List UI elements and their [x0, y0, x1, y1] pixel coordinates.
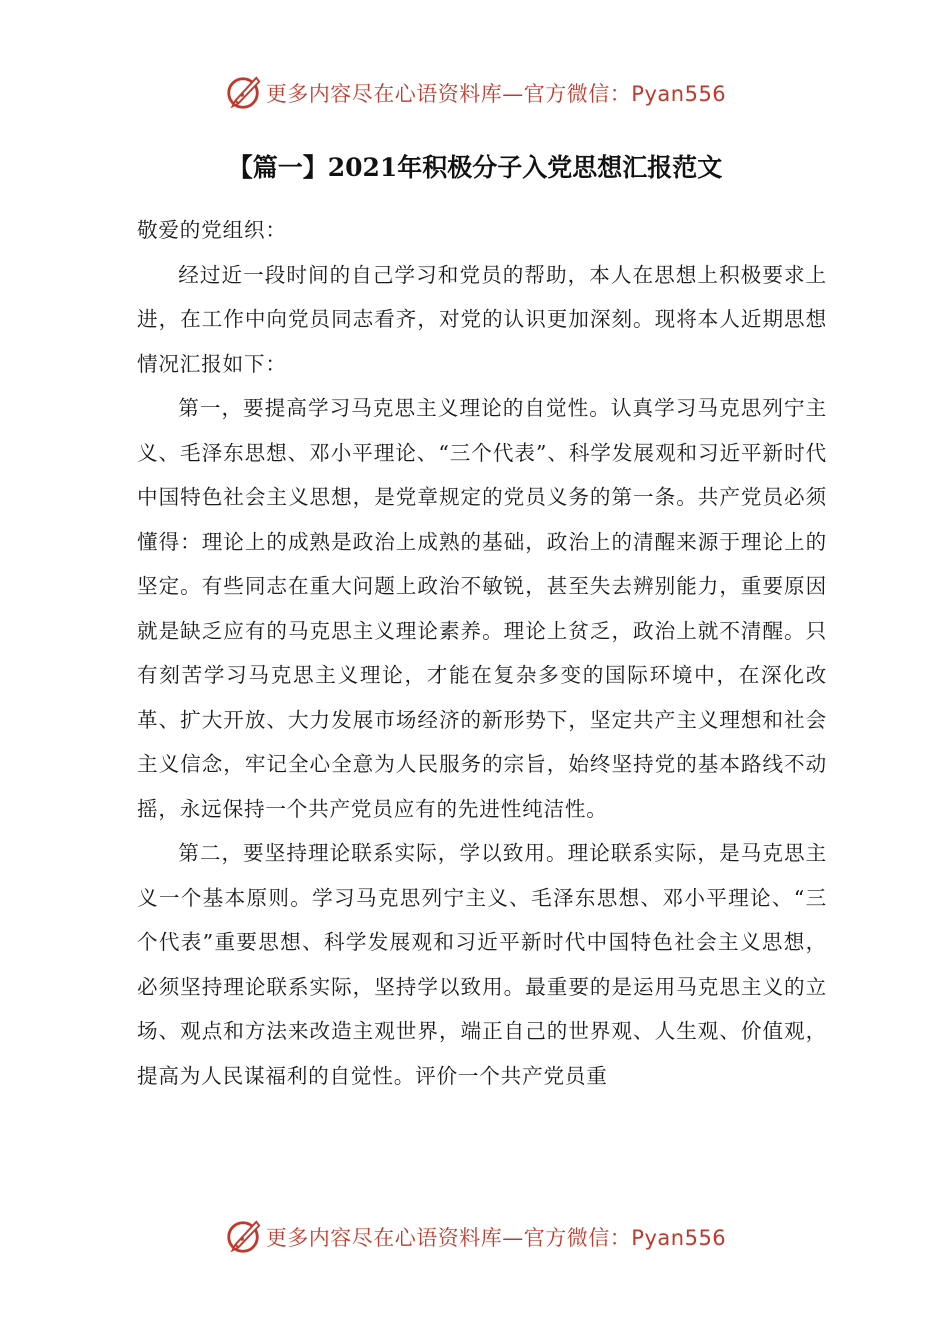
salutation: 敬爱的党组织：: [137, 218, 287, 242]
document-body: [137, 208, 827, 1098]
header-banner-text: 更多内容尽在心语资料库—官方微信：Pyan556: [265, 82, 727, 106]
quill-circle-logo-icon: [224, 1218, 262, 1256]
footer-banner: [0, 1212, 950, 1262]
paragraph-first-point: 第一，要提高学习马克思主义理论的自觉性。认真学习马克思列宁主义、毛泽东思想、邓小平理论、“三个代表”、科学发展观和习近平新时代中国特色社会主义思想，是党章规定的党员义务的第一条。共产党员必须懂得：理论上的成熟是政治上成熟的基础，政治上的清醒来源于理论上的坚定。有些同志在重大问题上政治不敏锐，甚至失去辨别能力，重要原因就是缺乏应有的马克思主义理论素养。理论上贫乏，政治上就不清醒。只有刻苦学习马克思主义理论，才能在复杂多变的国际环境中，在深化改革、扩大开放、大力发展市场经济的新形势下，坚定共产主义理想和社会主义信念，牢记全心全意为人民服务的宗旨，始终坚持党的基本路线不动摇，永远保持一个共产党员应有的先进性纯洁性。: [137, 396, 827, 821]
page-title: 【篇一】2021年积极分子入党思想汇报范文: [227, 153, 723, 182]
header-banner: [0, 68, 950, 118]
footer-banner-text: 更多内容尽在心语资料库—官方微信：Pyan556: [265, 1226, 727, 1250]
quill-circle-logo-icon: [224, 74, 262, 112]
paragraph-intro: 经过近一段时间的自己学习和党员的帮助，本人在思想上积极要求上进，在工作中向党员同志看齐，对党的认识更加深刻。现将本人近期思想情况汇报如下：: [137, 262, 827, 376]
paragraph-second-point: 第二，要坚持理论联系实际，学以致用。理论联系实际，是马克思主义一个基本原则。学习马克思列宁主义、毛泽东思想、邓小平理论、“三个代表”重要思想、科学发展观和习近平新时代中国特色社会主义思想，必须坚持理论联系实际，坚持学以致用。最重要的是运用马克思主义的立场、观点和方法来改造主观世界，端正自己的世界观、人生观、价值观，提高为人民谋福利的自觉性。评价一个共产党员重: [137, 841, 827, 1088]
